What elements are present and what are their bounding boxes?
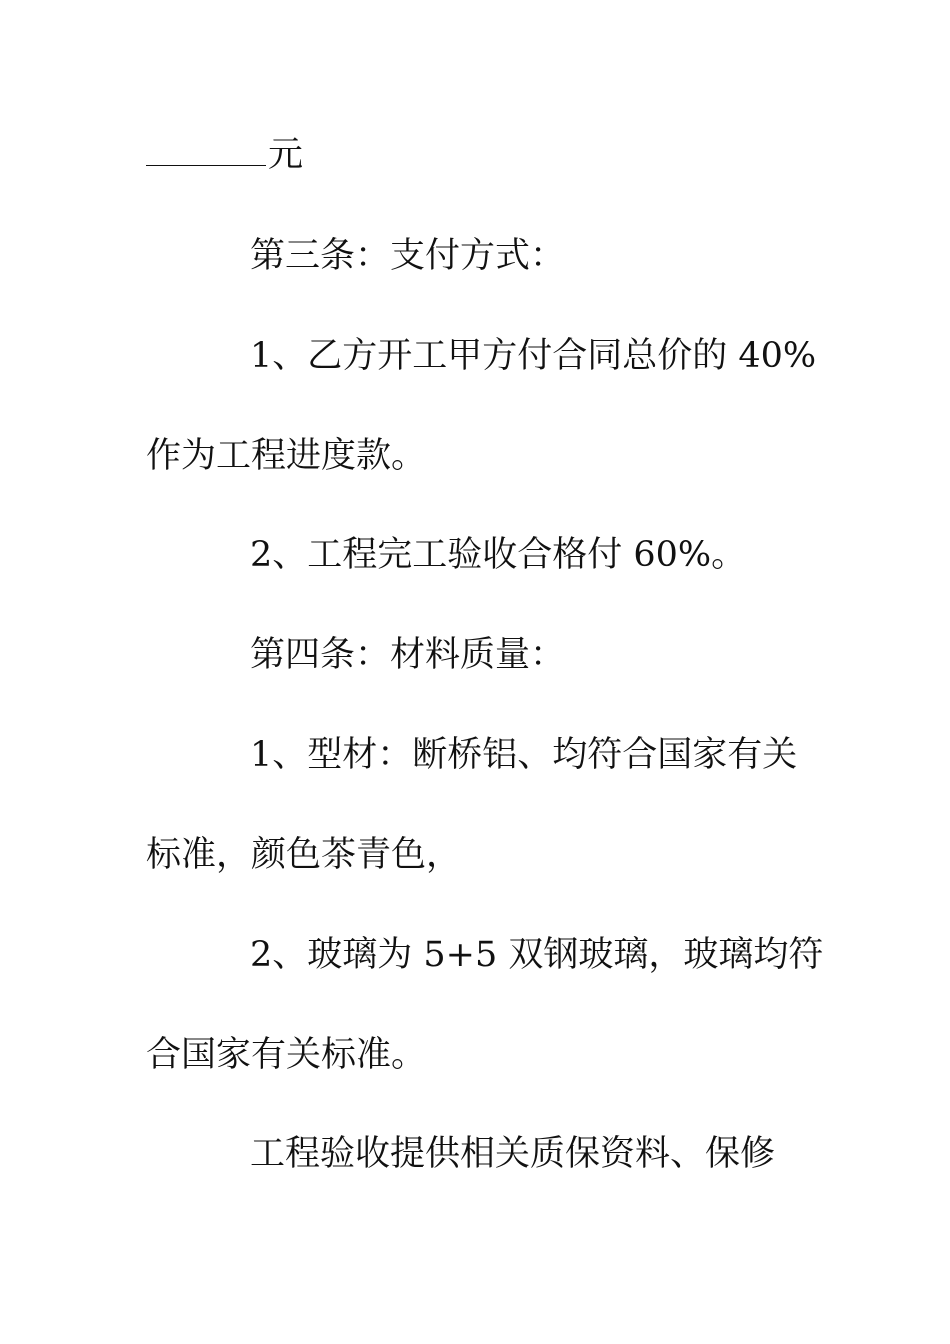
amount-line xyxy=(146,135,303,175)
acceptance-paragraph: 工程验收提供相关质保资料、保修 xyxy=(250,1134,776,1174)
payment-item-1-continued: 作为工程进度款。 xyxy=(146,436,427,476)
payment-item-2: 2、工程完工验收合格付 60%。 xyxy=(250,535,747,575)
payment-item-1: 1、乙方开工甲方付合同总价的 40% xyxy=(250,336,817,376)
material-item-2: 2、玻璃为 5+5 双钢玻璃，玻璃均符 xyxy=(250,935,824,975)
material-item-1: 1、型材：断桥铝、均符合国家有关 xyxy=(250,735,798,775)
article-3-heading: 第三条：支付方式： xyxy=(250,236,566,276)
amount-blank[interactable] xyxy=(146,135,266,166)
material-item-1-continued: 标准，颜色茶青色， xyxy=(146,835,462,875)
material-item-2-continued: 合国家有关标准。 xyxy=(146,1035,427,1075)
article-4-heading: 第四条：材料质量： xyxy=(250,635,566,675)
amount-unit: 元 xyxy=(268,135,304,175)
